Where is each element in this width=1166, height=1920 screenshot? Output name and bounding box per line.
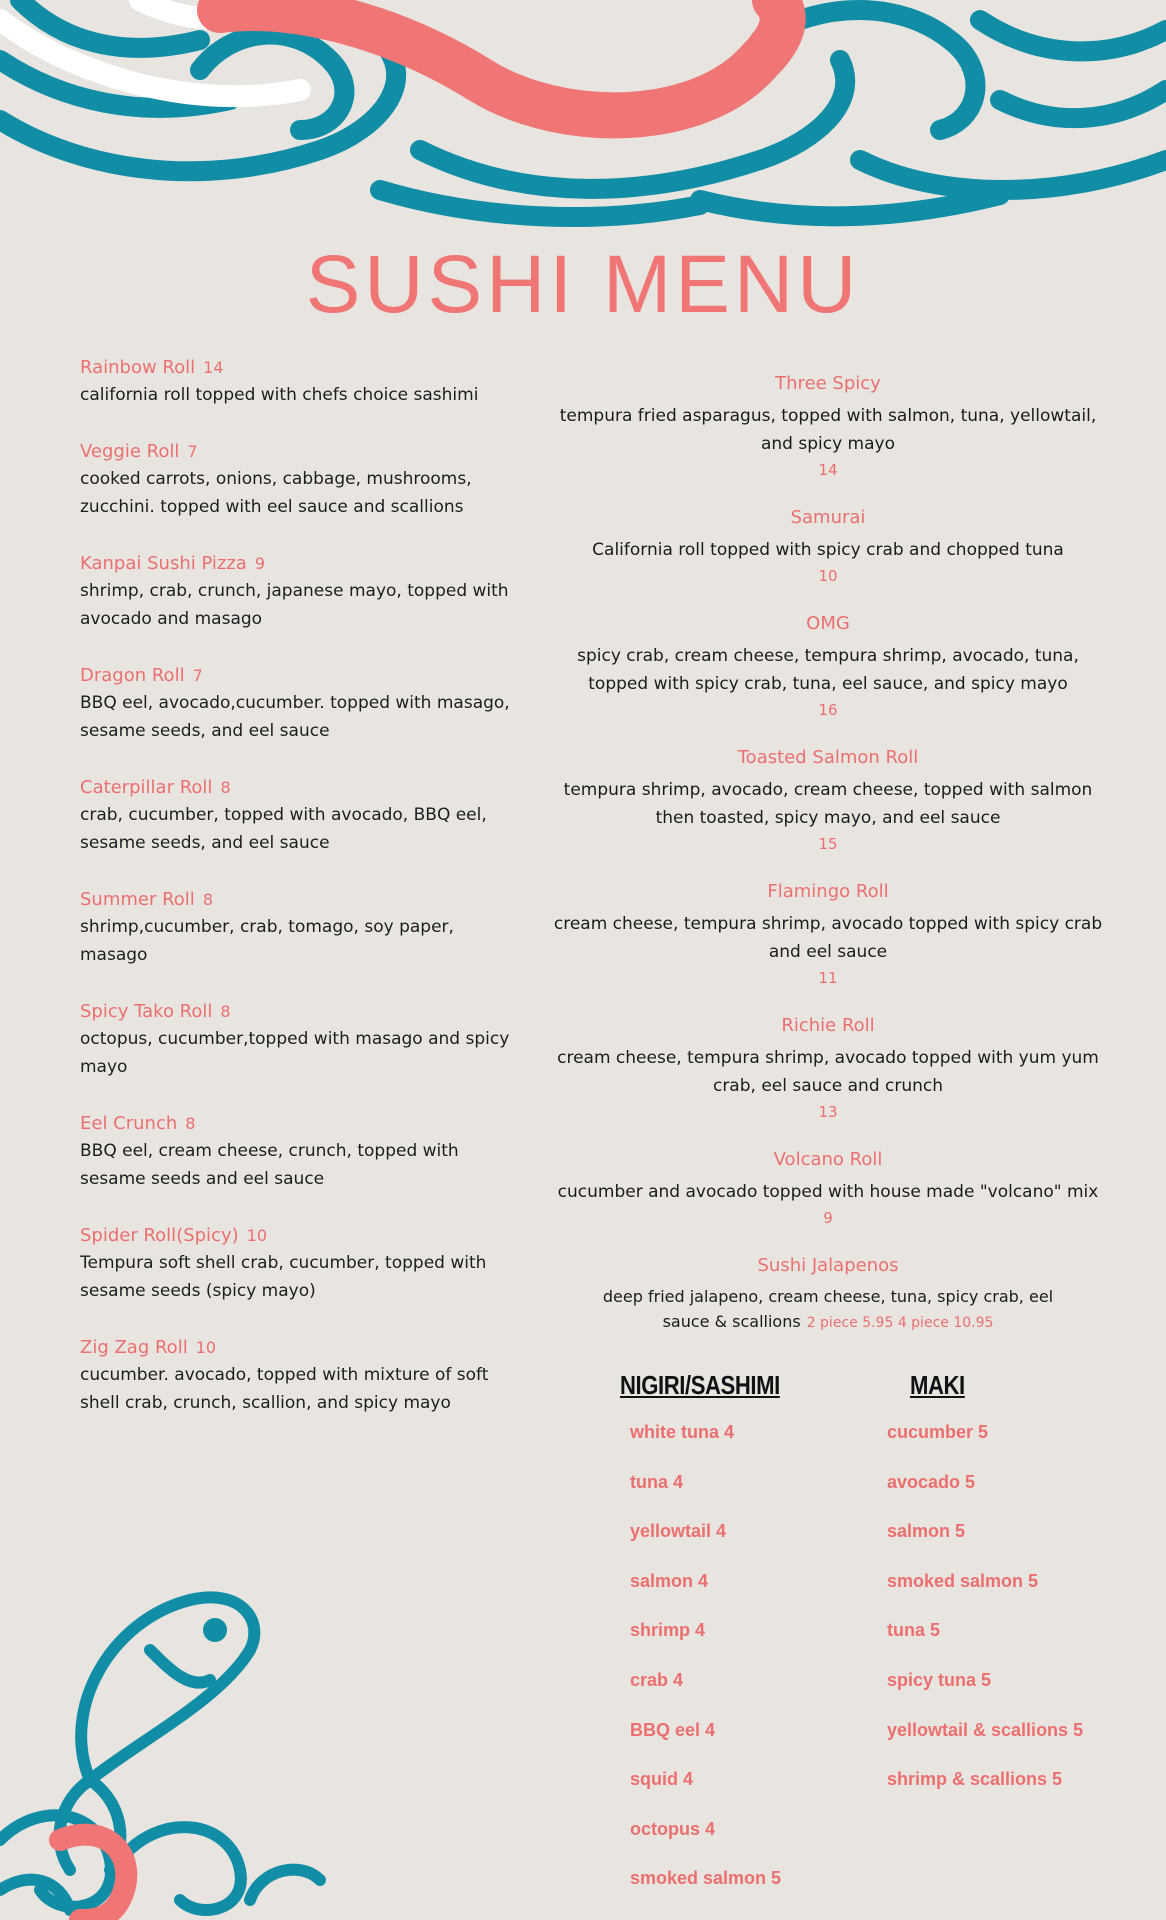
item-name: OMG [806, 613, 850, 634]
list-item: spicy tuna 5 [887, 1669, 992, 1690]
menu-item-right [548, 1146, 1108, 1230]
item-description: tempura fried asparagus, topped with salmon, tuna, yellowtail, and spicy mayo [559, 406, 1097, 454]
menu-item-left [80, 355, 520, 409]
list-item: yellowtail 4 [630, 1521, 727, 1542]
item-name-line [80, 1335, 520, 1361]
menu-item-left [80, 887, 520, 969]
list-item: avocado 5 [887, 1471, 976, 1492]
menu-item-right [548, 610, 1108, 722]
item-price: 13 [818, 1103, 838, 1121]
item-name: Richie Roll [781, 1015, 875, 1036]
item-price: 8 [202, 890, 213, 909]
menu-item-left [80, 663, 520, 745]
item-description: shrimp,cucumber, crab, tomago, soy paper, masago [80, 917, 454, 965]
maki-list [887, 1408, 1083, 1805]
item-description [548, 1284, 1108, 1336]
nigiri-sashimi-heading: NIGIRI/SASHIMI [620, 1370, 780, 1400]
item-description: BBQ eel, cream cheese, crunch, topped with sesame seeds and eel sauce [80, 1141, 459, 1189]
list-item: white tuna 4 [630, 1422, 735, 1442]
item-name-line [80, 1223, 520, 1249]
item-price: 8 [185, 1114, 196, 1133]
item-description: BBQ eel, avocado,cucumber. topped with masago, sesame seeds, and eel sauce [80, 693, 510, 741]
list-item: tuna 4 [630, 1471, 684, 1492]
left-menu-column [80, 355, 520, 1447]
item-description: cream cheese, tempura shrimp, avocado topped with yum yum crab, eel sauce and crunch [557, 1048, 1099, 1096]
item-description: cooked carrots, onions, cabbage, mushrooms, zucchini. topped with eel sauce and scallions [80, 469, 472, 517]
item-name-line [80, 775, 520, 801]
menu-item-left [80, 551, 520, 633]
item-name-line [80, 663, 520, 689]
item-name: Rainbow Roll [80, 357, 196, 378]
menu-item-right [548, 370, 1108, 482]
item-name: Zig Zag Roll [80, 1337, 188, 1358]
maki-heading: MAKI [910, 1370, 965, 1400]
item-name: Three Spicy [775, 373, 881, 394]
menu-item-right [548, 878, 1108, 990]
item-name-line [80, 999, 520, 1025]
item-name: Eel Crunch [80, 1113, 178, 1134]
list-item: smoked salmon 5 [887, 1570, 1039, 1591]
item-description: shrimp, crab, crunch, japanese mayo, topped with avocado and masago [80, 581, 509, 629]
item-name-line [80, 355, 520, 381]
item-description: spicy crab, cream cheese, tempura shrimp, avocado, tuna, topped with spicy crab, tuna, eel sauce, and spicy mayo [577, 646, 1079, 694]
item-description: cucumber and avocado topped with house made "volcano" mix [557, 1182, 1099, 1202]
item-price: 9 [823, 1209, 833, 1227]
list-item: squid 4 [630, 1769, 694, 1790]
menu-item-right [548, 1012, 1108, 1124]
item-name: Samurai [790, 507, 866, 528]
list-item: salmon 5 [887, 1521, 966, 1542]
item-name: Veggie Roll [80, 441, 180, 462]
item-price: 16 [818, 701, 838, 719]
item-name: Dragon Roll [80, 665, 185, 686]
item-name: Flamingo Roll [767, 881, 889, 902]
list-item: cucumber 5 [887, 1422, 989, 1442]
item-name-line [80, 887, 520, 913]
item-price: 8 [220, 1002, 231, 1021]
list-item: salmon 4 [630, 1570, 709, 1591]
item-price: 7 [187, 442, 198, 461]
list-item: shrimp & scallions 5 [887, 1769, 1063, 1790]
menu-item-left [80, 999, 520, 1081]
nigiri-sashimi-list [630, 1408, 781, 1904]
item-description: Tempura soft shell crab, cucumber, topped with sesame seeds (spicy mayo) [80, 1253, 487, 1301]
item-name-line [80, 551, 520, 577]
item-name: Volcano Roll [773, 1149, 883, 1170]
item-name-line [80, 439, 520, 465]
item-price: 10 [818, 567, 838, 585]
item-price: 8 [220, 778, 231, 797]
item-name: Caterpillar Roll [80, 777, 213, 798]
item-description: california roll topped with chefs choice sashimi [80, 385, 479, 405]
item-price: 2 piece 5.95 4 piece 10.95 [806, 1315, 994, 1331]
item-price: 11 [818, 969, 838, 987]
item-price: 14 [203, 358, 224, 377]
item-name: Sushi Jalapenos [757, 1255, 899, 1276]
item-name: Kanpai Sushi Pizza [80, 553, 247, 574]
menu-title: SUSHI MENU [305, 239, 861, 330]
menu-item-left [80, 439, 520, 521]
menu-item-left [80, 1111, 520, 1193]
list-item: smoked salmon 5 [630, 1868, 782, 1889]
menu-item-right [548, 744, 1108, 856]
right-menu-column [548, 370, 1108, 1358]
menu-item-sushi-jalapenos [548, 1252, 1108, 1336]
item-price: 10 [246, 1226, 267, 1245]
list-item: BBQ eel 4 [630, 1719, 716, 1740]
item-name: Toasted Salmon Roll [737, 747, 919, 768]
item-price: 14 [818, 461, 838, 479]
item-price: 7 [192, 666, 203, 685]
list-item: shrimp 4 [630, 1620, 706, 1641]
list-item: crab 4 [630, 1669, 684, 1690]
list-item: octopus 4 [630, 1818, 716, 1839]
item-description: crab, cucumber, topped with avocado, BBQ eel, sesame seeds, and eel sauce [80, 805, 487, 853]
item-description: cucumber. avocado, topped with mixture of soft shell crab, crunch, scallion, and spicy mayo [80, 1365, 489, 1413]
list-item: yellowtail & scallions 5 [887, 1719, 1084, 1740]
item-name-line [80, 1111, 520, 1137]
item-price: 15 [818, 835, 838, 853]
menu-item-left [80, 1335, 520, 1417]
item-description: cream cheese, tempura shrimp, avocado topped with spicy crab and eel sauce [553, 914, 1103, 962]
item-name: Spider Roll(Spicy) [80, 1225, 239, 1246]
item-price: 9 [254, 554, 266, 573]
item-name: Summer Roll [80, 889, 195, 910]
menu-item-left [80, 1223, 520, 1305]
item-name: Spicy Tako Roll [80, 1001, 213, 1022]
item-description: octopus, cucumber,topped with masago and spicy mayo [80, 1029, 510, 1077]
item-price: 10 [195, 1338, 217, 1357]
list-item: tuna 5 [887, 1620, 941, 1641]
menu-item-right [548, 504, 1108, 588]
menu-item-left [80, 775, 520, 857]
fish-illustration [0, 1540, 420, 1920]
item-desc-text: deep fried jalapeno, cream cheese, tuna, spicy crab, eel sauce & scallions [602, 1287, 1054, 1331]
item-description: tempura shrimp, avocado, cream cheese, topped with salmon then toasted, spicy mayo, and eel sauce [563, 780, 1093, 828]
wave-decoration-top [0, 0, 1166, 230]
item-description: California roll topped with spicy crab and chopped tuna [592, 540, 1064, 560]
